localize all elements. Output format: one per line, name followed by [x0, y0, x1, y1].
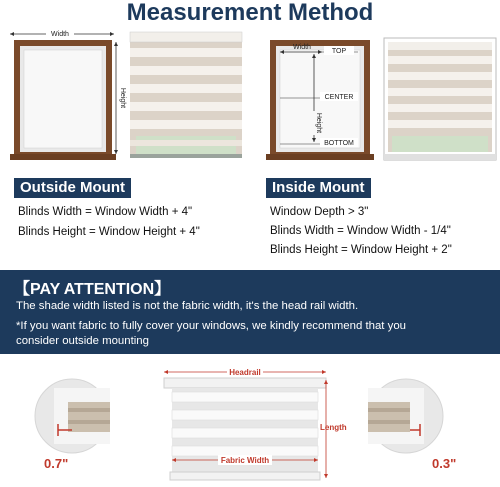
left-gap-detail-circle: [34, 378, 110, 454]
attention-line-2: *If you want fabric to fully cover your windows, we kindly recommend that you: [16, 320, 406, 332]
outside-window-sill: [10, 154, 116, 160]
inside-mount-badge: Inside Mount: [266, 178, 371, 198]
inside-formula-width: Blinds Width = Window Width - 1/4": [270, 225, 451, 237]
inside-height-label: Height: [315, 112, 322, 134]
outside-mount-illustration: [0, 26, 250, 172]
right-gap-detail-circle: [368, 378, 444, 454]
inside-formula-height: Blinds Height = Window Height + 2": [270, 244, 452, 256]
outside-blind-photo: [130, 32, 242, 158]
attention-line-1: The shade width listed is not the fabric width, it's the head rail width.: [16, 300, 359, 312]
outside-mount-badge: Outside Mount: [14, 178, 131, 198]
outside-formula-height: Blinds Height = Window Height + 4": [18, 226, 200, 238]
inside-formula-depth: Window Depth > 3": [270, 206, 369, 218]
inside-blind-photo: [384, 38, 496, 160]
attention-title: 【PAY ATTENTION】: [14, 281, 171, 298]
outside-formula-width: Blinds Width = Window Width + 4": [18, 206, 193, 218]
inside-mount-illustration: [262, 26, 500, 172]
left-gap-label: 0.7": [44, 456, 69, 471]
outside-width-label: Width: [51, 31, 69, 38]
inside-top-label: TOP: [331, 48, 347, 55]
page-title: Measurement Method: [126, 0, 374, 26]
outside-height-label: Height: [119, 87, 126, 109]
length-label: Length: [320, 423, 347, 432]
headrail-label: Headrail: [229, 368, 261, 377]
inside-width-label: Width: [293, 44, 311, 51]
blind-dimension-diagram: [150, 360, 360, 487]
fabric-width-label: Fabric Width: [220, 456, 270, 465]
inside-center-label: CENTER: [324, 94, 354, 101]
right-gap-label: 0.3": [432, 456, 457, 471]
attention-line-3: consider outside mounting: [16, 335, 149, 347]
inside-bottom-label: BOTTOM: [324, 140, 354, 147]
